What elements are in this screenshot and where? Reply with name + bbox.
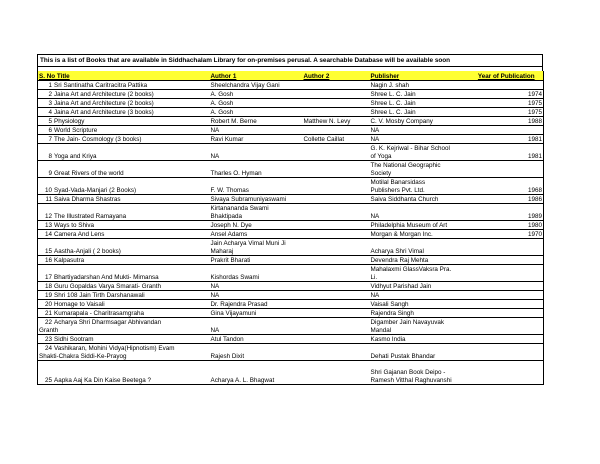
title-cell xyxy=(38,144,210,161)
serial-number: 23 xyxy=(44,335,52,343)
book-title: The Illustrated Ramayana xyxy=(54,212,127,220)
year-cell: 1974 xyxy=(470,90,544,99)
header-row xyxy=(38,71,544,81)
author-2-cell xyxy=(303,230,370,239)
title-cell xyxy=(38,309,210,318)
table-row xyxy=(38,99,544,108)
author-2-cell xyxy=(303,309,370,318)
author-1-cell: NA xyxy=(210,144,303,161)
publisher-cell: NA xyxy=(370,126,470,135)
table-row xyxy=(38,230,544,239)
author-1-cell: A. Gosh xyxy=(210,108,303,117)
publisher-cell: Saiva Siddhanta Church xyxy=(370,195,470,204)
book-title: Yoga and Kriya xyxy=(54,152,97,160)
table-row xyxy=(38,144,544,161)
book-title: The Jain- Cosmology (3 books) xyxy=(54,135,142,143)
header-sno-title: S. No Title xyxy=(38,71,210,81)
year-cell: 1968 xyxy=(470,178,544,195)
author-2-cell xyxy=(303,81,370,90)
publisher-cell: Vaisali Sangh xyxy=(370,300,470,309)
author-2-cell xyxy=(303,256,370,265)
publisher-cell: Shri Gajanan Book Deipo - Ramesh Vitthal Raghuvanshi xyxy=(370,361,470,385)
book-title: Kalpasutra xyxy=(54,256,85,264)
year-cell xyxy=(470,361,544,385)
table-row xyxy=(38,81,544,90)
serial-number: 19 xyxy=(44,291,52,299)
author-1-cell: Gina Vijayamuni xyxy=(210,309,303,318)
table-row xyxy=(38,344,544,361)
publisher-cell: Mahalaxmi GlassVaksra Pra. Li. xyxy=(370,265,470,282)
author-1-cell: Prakrit Bharati xyxy=(210,256,303,265)
author-2-cell xyxy=(303,335,370,344)
year-cell xyxy=(470,81,544,90)
table-row xyxy=(38,204,544,221)
year-cell xyxy=(470,282,544,291)
title-cell xyxy=(38,99,210,108)
publisher-cell: Shree L. C. Jain xyxy=(370,108,470,117)
publisher-cell: Philadelphia Museum of Art xyxy=(370,221,470,230)
header-publisher: Publisher xyxy=(370,71,470,81)
table-row xyxy=(38,135,544,144)
header-author-1: Author 1 xyxy=(210,71,303,81)
table-row xyxy=(38,126,544,135)
author-1-cell: NA xyxy=(210,318,303,335)
book-title: Jaina Art and Architecture (2 books) xyxy=(54,99,154,107)
author-2-cell xyxy=(303,144,370,161)
author-2-cell xyxy=(303,126,370,135)
publisher-cell: Nagin J. shah xyxy=(370,81,470,90)
title-cell xyxy=(38,204,210,221)
serial-number: 12 xyxy=(44,212,52,220)
title-cell xyxy=(38,135,210,144)
serial-number: 8 xyxy=(48,152,52,160)
table-row xyxy=(38,256,544,265)
author-1-cell: Kishordas Swami xyxy=(210,265,303,282)
serial-number: 13 xyxy=(44,221,52,229)
book-title: Sri Santinatha Caritracitra Pattika xyxy=(54,81,148,89)
author-1-cell: Sivaya Subramuniyaswami xyxy=(210,195,303,204)
publisher-cell: Shree L. C. Jain xyxy=(370,90,470,99)
author-1-cell: F. W. Thomas xyxy=(210,178,303,195)
books-table xyxy=(37,71,544,385)
author-1-cell: Tharles O. Hyman xyxy=(210,161,303,178)
table-row xyxy=(38,161,544,178)
book-title: Kumarapala - Charitrasamgraha xyxy=(54,309,144,317)
publisher-cell: NA xyxy=(370,291,470,300)
table-row xyxy=(38,291,544,300)
author-2-cell xyxy=(303,221,370,230)
year-cell: 1986 xyxy=(470,195,544,204)
serial-number: 16 xyxy=(44,256,52,264)
table-row xyxy=(38,117,544,126)
book-title: Homage to Vaisali xyxy=(54,300,105,308)
publisher-cell: Shree L. C. Jain xyxy=(370,99,470,108)
title-cell xyxy=(38,90,210,99)
book-title: World Scripture xyxy=(54,126,98,134)
title-cell xyxy=(38,221,210,230)
table-row xyxy=(38,309,544,318)
year-cell: 1980 xyxy=(470,221,544,230)
author-2-cell xyxy=(303,265,370,282)
library-notice: This is a list of Books that are available in Siddhachalam Library for on-premises perusal. A searchable Database will be available soon xyxy=(37,54,543,67)
publisher-cell: Dehati Pustak Bhandar xyxy=(370,344,470,361)
author-2-cell xyxy=(303,90,370,99)
table-row xyxy=(38,318,544,335)
author-2-cell xyxy=(303,108,370,117)
publisher-cell: Motilal Banarsidass Publishers Pvt. Ltd. xyxy=(370,178,470,195)
title-cell xyxy=(38,195,210,204)
publisher-cell: Rajendra Singh xyxy=(370,309,470,318)
title-cell xyxy=(38,178,210,195)
table-row xyxy=(38,239,544,256)
serial-number: 21 xyxy=(44,309,52,317)
author-1-cell: Rajesh Dixit xyxy=(210,344,303,361)
title-cell xyxy=(38,318,210,335)
author-1-cell: Jain Acharya Vimal Muni Ji Maharaj xyxy=(210,239,303,256)
author-1-cell: Joseph N. Dye xyxy=(210,221,303,230)
serial-number: 25 xyxy=(44,376,52,384)
book-title: Shri 108 Jain Tirth Darshanawali xyxy=(54,291,145,299)
book-title: Aastha-Anjali ( 2 books) xyxy=(54,247,121,255)
publisher-cell: Kasmo India xyxy=(370,335,470,344)
year-cell xyxy=(470,300,544,309)
author-2-cell xyxy=(303,195,370,204)
serial-number: 6 xyxy=(48,126,52,134)
publisher-cell: Digamber Jain Navayuvak Mandal xyxy=(370,318,470,335)
author-2-cell xyxy=(303,291,370,300)
author-1-cell: Acharya A. L. Bhagwat xyxy=(210,361,303,385)
book-title: Great Rivers of the world xyxy=(54,169,124,177)
book-title: Jaina Art and Architecture (3 books) xyxy=(54,108,154,116)
title-cell xyxy=(38,300,210,309)
author-2-cell xyxy=(303,361,370,385)
publisher-cell: NA xyxy=(370,204,470,221)
serial-number: 5 xyxy=(48,117,52,125)
title-cell xyxy=(38,230,210,239)
title-cell xyxy=(38,282,210,291)
author-2-cell xyxy=(303,282,370,291)
publisher-cell: NA xyxy=(370,135,470,144)
book-title: Ways to Shiva xyxy=(54,221,95,229)
serial-number: 7 xyxy=(48,135,52,143)
author-2-cell: Collette Caillat xyxy=(303,135,370,144)
publisher-cell: Morgan & Morgan Inc. xyxy=(370,230,470,239)
table-row xyxy=(38,178,544,195)
title-cell xyxy=(38,108,210,117)
author-2-cell xyxy=(303,300,370,309)
serial-number: 10 xyxy=(44,186,52,194)
serial-number: 14 xyxy=(44,230,52,238)
table-row xyxy=(38,90,544,99)
table-row xyxy=(38,335,544,344)
table-row xyxy=(38,221,544,230)
publisher-cell: Vidhyut Parishad Jain xyxy=(370,282,470,291)
title-cell xyxy=(38,126,210,135)
header-year: Year of Publication xyxy=(470,71,544,81)
table-row xyxy=(38,300,544,309)
publisher-cell: Devendra Raj Mehta xyxy=(370,256,470,265)
year-cell xyxy=(470,265,544,282)
year-cell xyxy=(470,256,544,265)
title-cell xyxy=(38,291,210,300)
serial-number: 9 xyxy=(48,169,52,177)
year-cell: 1981 xyxy=(470,144,544,161)
book-title: Acharya Shri Dharmsagar Abhivandan Granth xyxy=(39,319,162,334)
year-cell xyxy=(470,239,544,256)
book-title: Camera And Lens xyxy=(54,230,105,238)
serial-number: 18 xyxy=(44,282,52,290)
year-cell: 1981 xyxy=(470,135,544,144)
table-row xyxy=(38,108,544,117)
year-cell: 1975 xyxy=(470,99,544,108)
author-2-cell xyxy=(303,239,370,256)
author-2-cell xyxy=(303,178,370,195)
title-cell xyxy=(38,81,210,90)
serial-number: 1 xyxy=(48,81,52,89)
serial-number: 20 xyxy=(44,300,52,308)
author-1-cell: NA xyxy=(210,126,303,135)
book-title: Guru Gopaldas Varya Smarati- Granth xyxy=(54,282,161,290)
table-row xyxy=(38,195,544,204)
book-title: Vashikaran, Mohini Vidya(Hipnotism) Evam Shakti-Chakra Siddi-Ke-Prayog xyxy=(39,345,175,360)
year-cell xyxy=(470,291,544,300)
title-cell xyxy=(38,335,210,344)
author-1-cell: Dr. Rajendra Prasad xyxy=(210,300,303,309)
author-2-cell xyxy=(303,99,370,108)
title-cell xyxy=(38,256,210,265)
table-row xyxy=(38,282,544,291)
author-2-cell xyxy=(303,204,370,221)
year-cell xyxy=(470,309,544,318)
publisher-cell: The National Geographic Society xyxy=(370,161,470,178)
title-cell xyxy=(38,344,210,361)
year-cell xyxy=(470,126,544,135)
author-1-cell: Atul Tandon xyxy=(210,335,303,344)
author-1-cell: Ravi Kumar xyxy=(210,135,303,144)
title-cell xyxy=(38,117,210,126)
table-row xyxy=(38,361,544,385)
year-cell: 1989 xyxy=(470,204,544,221)
title-cell xyxy=(38,361,210,385)
title-cell xyxy=(38,265,210,282)
serial-number: 3 xyxy=(48,99,52,107)
book-title: Saiva Dharma Shastras xyxy=(54,195,121,203)
author-1-cell: Kirtanananda Swami Bhaktipada xyxy=(210,204,303,221)
book-title: Physiology xyxy=(54,117,85,125)
year-cell: 1970 xyxy=(470,230,544,239)
publisher-cell: G. K. Kejriwal - Bihar School of Yoga xyxy=(370,144,470,161)
book-title: Jaina Art and Architecture (2 books) xyxy=(54,90,154,98)
author-1-cell: NA xyxy=(210,291,303,300)
year-cell xyxy=(470,335,544,344)
serial-number: 17 xyxy=(44,273,52,281)
author-2-cell xyxy=(303,344,370,361)
serial-number: 11 xyxy=(45,195,52,203)
serial-number: 24 xyxy=(44,345,52,353)
title-cell xyxy=(38,161,210,178)
book-title: Aapka Aaj Ka Din Kaise Beetega ? xyxy=(54,376,151,384)
author-1-cell: A. Gosh xyxy=(210,90,303,99)
author-2-cell: Matthew N. Levy xyxy=(303,117,370,126)
author-1-cell: A. Gosh xyxy=(210,99,303,108)
header-author-2: Author 2 xyxy=(303,71,370,81)
author-1-cell: NA xyxy=(210,282,303,291)
year-cell xyxy=(470,161,544,178)
year-cell: 1988 xyxy=(470,117,544,126)
publisher-cell: Acharya Shri Vimal xyxy=(370,239,470,256)
author-1-cell: Sheelchandra Vijay Gani xyxy=(210,81,303,90)
year-cell xyxy=(470,318,544,335)
serial-number: 2 xyxy=(48,90,52,98)
year-cell xyxy=(470,344,544,361)
author-2-cell xyxy=(303,161,370,178)
title-cell xyxy=(38,239,210,256)
serial-number: 4 xyxy=(48,108,52,116)
author-1-cell: Robert M. Berne xyxy=(210,117,303,126)
serial-number: 15 xyxy=(44,247,52,255)
serial-number: 22 xyxy=(44,319,52,327)
book-title: Sidhi Sootram xyxy=(54,335,94,343)
library-sheet xyxy=(37,54,543,385)
author-1-cell: Ansel Adams xyxy=(210,230,303,239)
book-title: Syad-Vada-Manjari (2 Books) xyxy=(54,186,137,194)
book-title: Bhartiyadarshan And Mukti- Mimansa xyxy=(54,273,159,281)
publisher-cell: C. V. Mosby Company xyxy=(370,117,470,126)
table-row xyxy=(38,265,544,282)
author-2-cell xyxy=(303,318,370,335)
year-cell: 1975 xyxy=(470,108,544,117)
